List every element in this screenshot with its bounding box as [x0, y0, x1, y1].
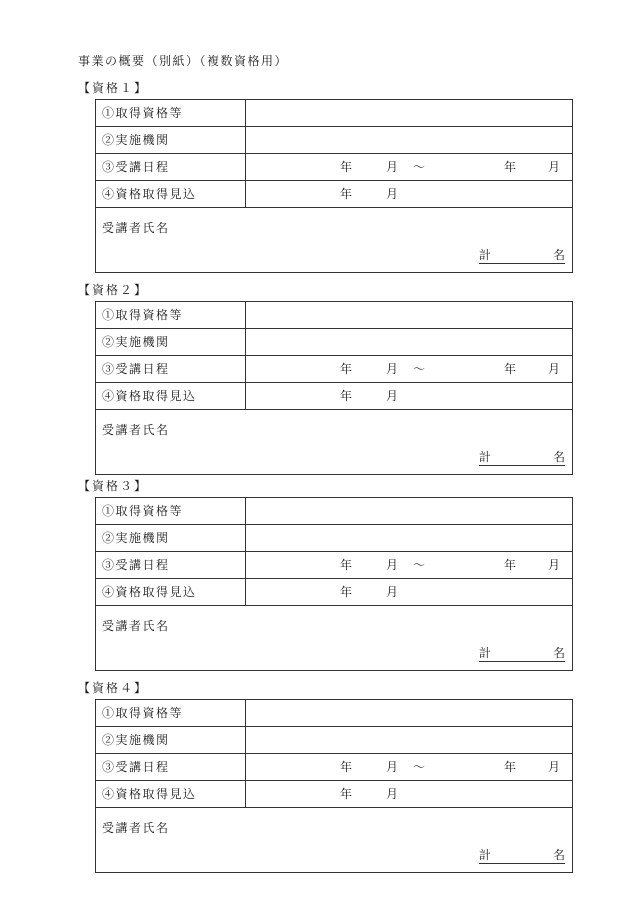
label-schedule: ③受講日程	[96, 754, 246, 780]
qualification-form	[95, 699, 573, 873]
end-year-unit: 年	[504, 558, 517, 572]
label-trainee-names: 受講者氏名	[102, 221, 170, 235]
section-heading: 【資格１】	[78, 81, 149, 95]
schedule-field[interactable]	[246, 356, 572, 382]
start-year-unit: 年	[340, 362, 353, 376]
row-expected-acquisition	[96, 579, 572, 606]
expected-month-unit: 月	[386, 187, 399, 201]
people-unit: 名	[552, 848, 565, 862]
row-expected-acquisition	[96, 383, 572, 410]
label-expected-acquisition: ④資格取得見込	[96, 181, 246, 207]
expected-acquisition-field[interactable]	[246, 383, 572, 409]
row-institution	[96, 127, 572, 154]
label-schedule: ③受講日程	[96, 356, 246, 382]
trainee-names-field[interactable]	[96, 606, 572, 670]
label-expected-acquisition: ④資格取得見込	[96, 579, 246, 605]
qualification-section-4	[78, 677, 574, 873]
label-institution: ②実施機関	[96, 525, 246, 551]
expected-acquisition-field[interactable]	[246, 781, 572, 807]
expected-month-unit: 月	[386, 787, 399, 801]
expected-year-unit: 年	[340, 787, 353, 801]
label-qualification: ①取得資格等	[96, 100, 246, 126]
row-institution	[96, 525, 572, 552]
row-schedule	[96, 552, 572, 579]
expected-year-unit: 年	[340, 585, 353, 599]
label-schedule: ③受講日程	[96, 552, 246, 578]
qualification-form	[95, 301, 573, 475]
schedule-field[interactable]	[246, 154, 572, 180]
expected-acquisition-field[interactable]	[246, 181, 572, 207]
qualification-section-1	[78, 77, 574, 273]
end-month-unit: 月	[548, 760, 561, 774]
row-qualification-name	[96, 302, 572, 329]
qualification-field[interactable]	[246, 700, 572, 726]
row-qualification-name	[96, 700, 572, 727]
row-qualification-name	[96, 100, 572, 127]
section-heading: 【資格４】	[78, 681, 149, 695]
total-label: 計	[479, 848, 492, 862]
total-count-field[interactable]	[479, 247, 565, 264]
label-institution: ②実施機関	[96, 127, 246, 153]
start-year-unit: 年	[340, 760, 353, 774]
qualification-field[interactable]	[246, 100, 572, 126]
end-month-unit: 月	[548, 362, 561, 376]
qualification-field[interactable]	[246, 302, 572, 328]
expected-year-unit: 年	[340, 187, 353, 201]
total-label: 計	[479, 248, 492, 262]
label-institution: ②実施機関	[96, 329, 246, 355]
qualification-section-2	[78, 279, 574, 475]
row-institution	[96, 329, 572, 356]
start-month-unit: 月	[386, 760, 399, 774]
end-year-unit: 年	[504, 160, 517, 174]
people-unit: 名	[552, 248, 565, 262]
row-expected-acquisition	[96, 181, 572, 208]
label-trainee-names: 受講者氏名	[102, 821, 170, 835]
trainee-names-field[interactable]	[96, 808, 572, 872]
start-year-unit: 年	[340, 558, 353, 572]
qualification-field[interactable]	[246, 498, 572, 524]
total-count-field[interactable]	[479, 645, 565, 662]
row-schedule	[96, 356, 572, 383]
expected-month-unit: 月	[386, 389, 399, 403]
trainee-names-field[interactable]	[96, 208, 572, 272]
section-heading: 【資格２】	[78, 283, 149, 297]
start-month-unit: 月	[386, 558, 399, 572]
label-qualification: ①取得資格等	[96, 302, 246, 328]
expected-year-unit: 年	[340, 389, 353, 403]
total-count-field[interactable]	[479, 847, 565, 864]
end-year-unit: 年	[504, 362, 517, 376]
row-qualification-name	[96, 498, 572, 525]
page-title: 事業の概要（別紙）（複数資格用）	[78, 54, 289, 68]
end-month-unit: 月	[548, 558, 561, 572]
qualification-form	[95, 497, 573, 671]
row-schedule	[96, 154, 572, 181]
institution-field[interactable]	[246, 727, 572, 753]
trainee-names-field[interactable]	[96, 410, 572, 474]
schedule-field[interactable]	[246, 754, 572, 780]
end-year-unit: 年	[504, 760, 517, 774]
label-institution: ②実施機関	[96, 727, 246, 753]
section-heading: 【資格３】	[78, 479, 149, 493]
start-month-unit: 月	[386, 362, 399, 376]
schedule-field[interactable]	[246, 552, 572, 578]
label-qualification: ①取得資格等	[96, 498, 246, 524]
row-schedule	[96, 754, 572, 781]
start-month-unit: 月	[386, 160, 399, 174]
institution-field[interactable]	[246, 525, 572, 551]
label-expected-acquisition: ④資格取得見込	[96, 383, 246, 409]
institution-field[interactable]	[246, 127, 572, 153]
total-count-field[interactable]	[479, 449, 565, 466]
expected-month-unit: 月	[386, 585, 399, 599]
row-institution	[96, 727, 572, 754]
range-tilde: ～	[413, 558, 426, 572]
range-tilde: ～	[413, 362, 426, 376]
end-month-unit: 月	[548, 160, 561, 174]
label-trainee-names: 受講者氏名	[102, 423, 170, 437]
label-qualification: ①取得資格等	[96, 700, 246, 726]
qualification-section-3	[78, 475, 574, 671]
qualification-form	[95, 99, 573, 273]
institution-field[interactable]	[246, 329, 572, 355]
total-label: 計	[479, 646, 492, 660]
range-tilde: ～	[413, 760, 426, 774]
start-year-unit: 年	[340, 160, 353, 174]
total-label: 計	[479, 450, 492, 464]
expected-acquisition-field[interactable]	[246, 579, 572, 605]
label-schedule: ③受講日程	[96, 154, 246, 180]
label-expected-acquisition: ④資格取得見込	[96, 781, 246, 807]
people-unit: 名	[552, 450, 565, 464]
row-expected-acquisition	[96, 781, 572, 808]
people-unit: 名	[552, 646, 565, 660]
range-tilde: ～	[413, 160, 426, 174]
label-trainee-names: 受講者氏名	[102, 619, 170, 633]
